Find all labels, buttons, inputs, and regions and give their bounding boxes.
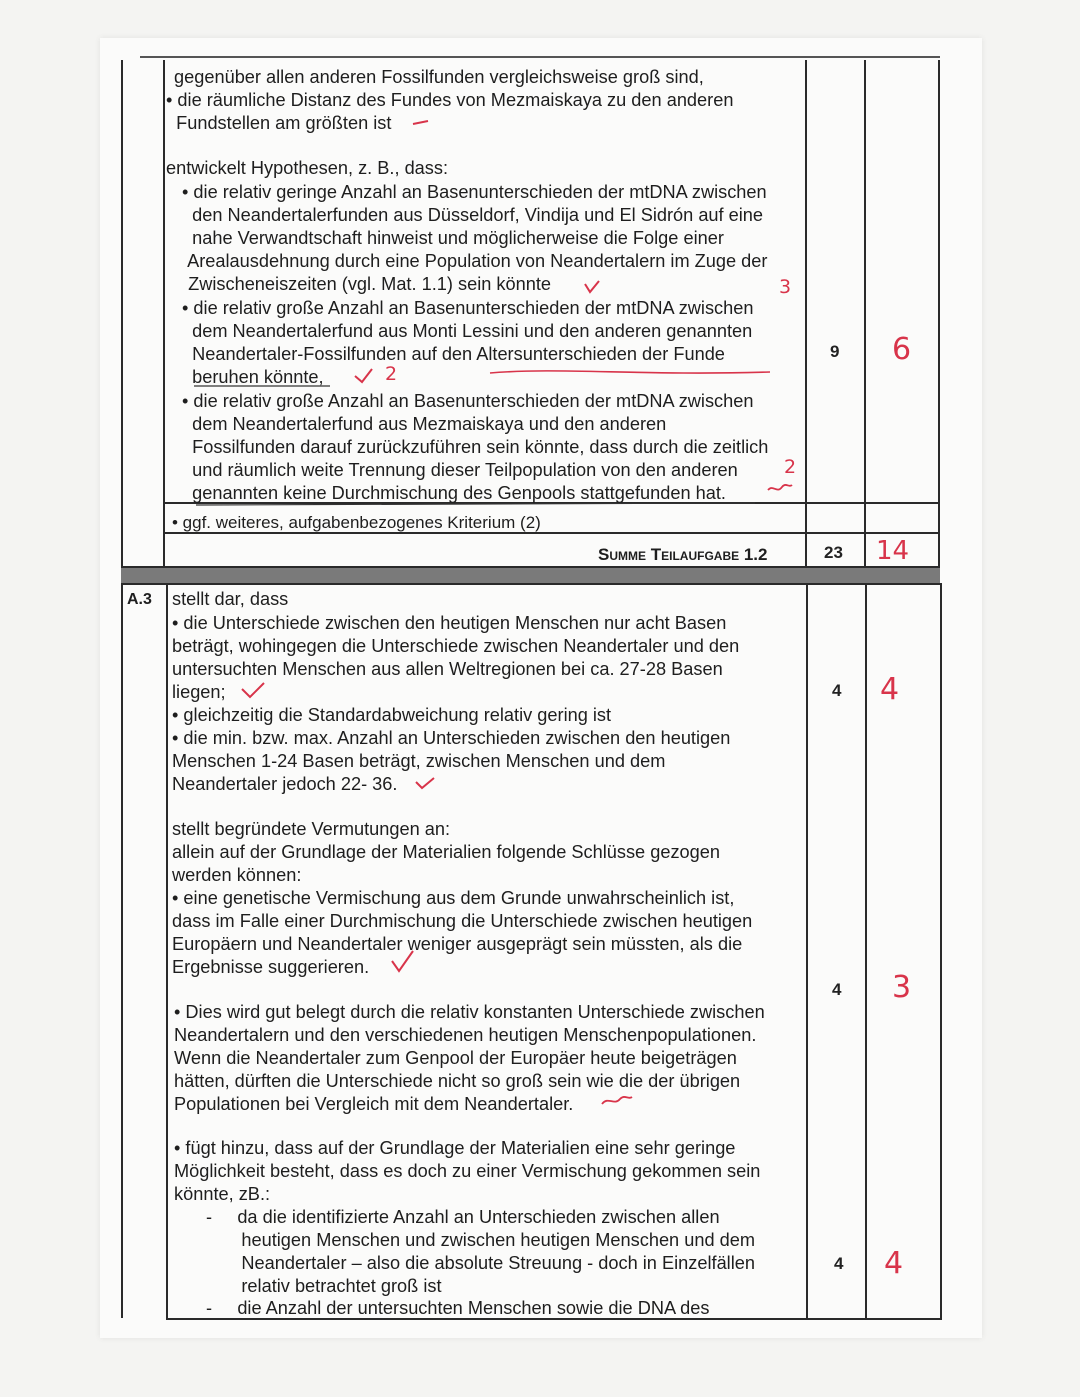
a3-line: • fügt hinzu, dass auf der Grundlage der Materialien eine sehr geringe [174, 1138, 736, 1158]
a3-line: Möglichkeit besteht, dass es doch zu einer Vermischung gekommen sein [174, 1161, 761, 1181]
text-line: Fundstellen am größten ist [166, 113, 392, 133]
sum-points: 23 [824, 543, 843, 562]
hypothesis-2-line: beruhen könnte, [182, 367, 324, 387]
hypothesis-1-line: den Neandertalerfunden aus Düsseldorf, Vindija und El Sidrón auf eine [182, 205, 764, 225]
hypothesis-1-line: nahe Verwandtschaft hinweist und möglicherweise die Folge einer [182, 228, 724, 248]
points-cell: 9 [830, 342, 840, 361]
a3-line: • eine genetische Vermischung aus dem Grunde unwahrscheinlich ist, [172, 888, 735, 908]
points-cell: 4 [832, 681, 842, 700]
hypothesis-2-line: Neandertaler-Fossilfunden auf den Altersunterschieden der Funde [182, 344, 725, 364]
a3-line: dass im Falle einer Durchmischung die Unterschiede zwischen heutigen [172, 911, 753, 931]
a3-sub-line: Neandertaler – also die absolute Streuung - doch in Einzelfällen [206, 1253, 755, 1273]
a3-line: stellt begründete Vermutungen an: [172, 819, 451, 839]
a3-line: beträgt, wohingegen die Unterschiede zwischen Neandertaler und den [172, 636, 740, 656]
a3-line: Wenn die Neandertaler zum Genpool der Europäer heute beigeträgen [174, 1048, 737, 1068]
a3-line: • gleichzeitig die Standardabweichung relativ gering ist [172, 705, 612, 725]
hypothesis-3-line: und räumlich weite Trennung dieser Teilpopulation von den anderen [182, 460, 738, 480]
handwritten-score: 2 [385, 363, 398, 385]
hypothesis-1-line: Arealausdehnung durch eine Population von Neandertalern im Zuge der [178, 251, 768, 271]
a3-line: Europäern und Neandertaler weniger ausgeprägt sein müssten, als die [172, 934, 743, 954]
a3-sub-line: - da die identifizierte Anzahl an Unterschieden zwischen allen [206, 1207, 720, 1227]
handwritten-score: 3 [779, 276, 792, 298]
handwritten-grade: 4 [880, 672, 900, 707]
hypothesis-3-line: dem Neandertalerfund aus Mezmaiskaya und den anderen [182, 414, 667, 434]
criterion-text: • ggf. weiteres, aufgabenbezogenes Kriterium (2) [172, 513, 541, 532]
a3-line: Menschen 1-24 Basen beträgt, zwischen Menschen und dem [172, 751, 666, 771]
hypothesis-3-line: Fossilfunden darauf zurückzuführen sein könnte, dass durch die zeitlich [182, 437, 769, 457]
hypothesis-3-line: genannten keine Durchmischung des Genpools stattgefunden hat. [182, 483, 726, 503]
a3-line: Ergebnisse suggerieren. [172, 957, 370, 977]
a3-sub-line: relativ betrachtet groß ist [206, 1276, 442, 1296]
hypothesis-2-line: • die relativ große Anzahl an Basenunterschieden der mtDNA zwischen [182, 298, 754, 318]
points-cell: 4 [834, 1254, 844, 1273]
a3-line: • Dies wird gut belegt durch die relativ konstanten Unterschiede zwischen [174, 1002, 765, 1022]
handwritten-grade: 4 [884, 1246, 904, 1281]
section-label: A.3 [127, 591, 152, 608]
a3-line: könnte, zB.: [174, 1184, 271, 1204]
sum-label: Summe Teilaufgabe 1.2 [598, 545, 768, 564]
handwritten-grade: 6 [892, 332, 912, 367]
a3-sub-line: - die Anzahl der untersuchten Menschen sowie die DNA des [206, 1298, 710, 1318]
a3-line: untersuchten Menschen aus allen Weltregionen bei ca. 27-28 Basen [172, 659, 723, 679]
a3-sub-line: heutigen Menschen und zwischen heutigen Menschen und dem [206, 1230, 756, 1250]
hypothesis-3-line: • die relativ große Anzahl an Basenunterschieden der mtDNA zwischen [182, 391, 754, 411]
a3-line: • die Unterschiede zwischen den heutigen Menschen nur acht Basen [172, 613, 727, 633]
a3-line: • die min. bzw. max. Anzahl an Unterschieden zwischen den heutigen [172, 728, 731, 748]
text-line: • die räumliche Distanz des Fundes von Mezmaiskaya zu den anderen [166, 90, 734, 110]
hypothesis-1-line: • die relativ geringe Anzahl an Basenunterschieden der mtDNA zwischen [182, 182, 767, 202]
handwritten-grade: 3 [892, 970, 912, 1005]
a3-line: allein auf der Grundlage der Materialien folgende Schlüsse gezogen [172, 842, 721, 862]
a3-line: stellt dar, dass [172, 589, 289, 609]
a3-line: hätten, dürften die Unterschiede nicht so groß sein wie die der übrigen [174, 1071, 741, 1091]
a3-line: werden können: [172, 865, 302, 885]
hypothesis-1-line: Zwischeneiszeiten (vgl. Mat. 1.1) sein könnte [178, 274, 552, 294]
a3-line: Neandertalern und den verschiedenen heutigen Menschenpopulationen. [174, 1025, 757, 1045]
a3-line: Populationen bei Vergleich mit dem Neandertaler. [174, 1094, 574, 1114]
a3-line: Neandertaler jedoch 22- 36. [172, 774, 398, 794]
handwritten-score: 2 [784, 456, 797, 478]
points-cell: 4 [832, 980, 842, 999]
hypothesis-2-line: dem Neandertalerfund aus Monti Lessini und den anderen genannten [182, 321, 753, 341]
a3-line: liegen; [172, 682, 226, 702]
text-line: gegenüber allen anderen Fossilfunden vergleichsweise groß sind, [174, 67, 704, 87]
handwritten-sum-grade: 14 [876, 536, 910, 566]
hypotheses-intro: entwickelt Hypothesen, z. B., dass: [166, 158, 449, 178]
